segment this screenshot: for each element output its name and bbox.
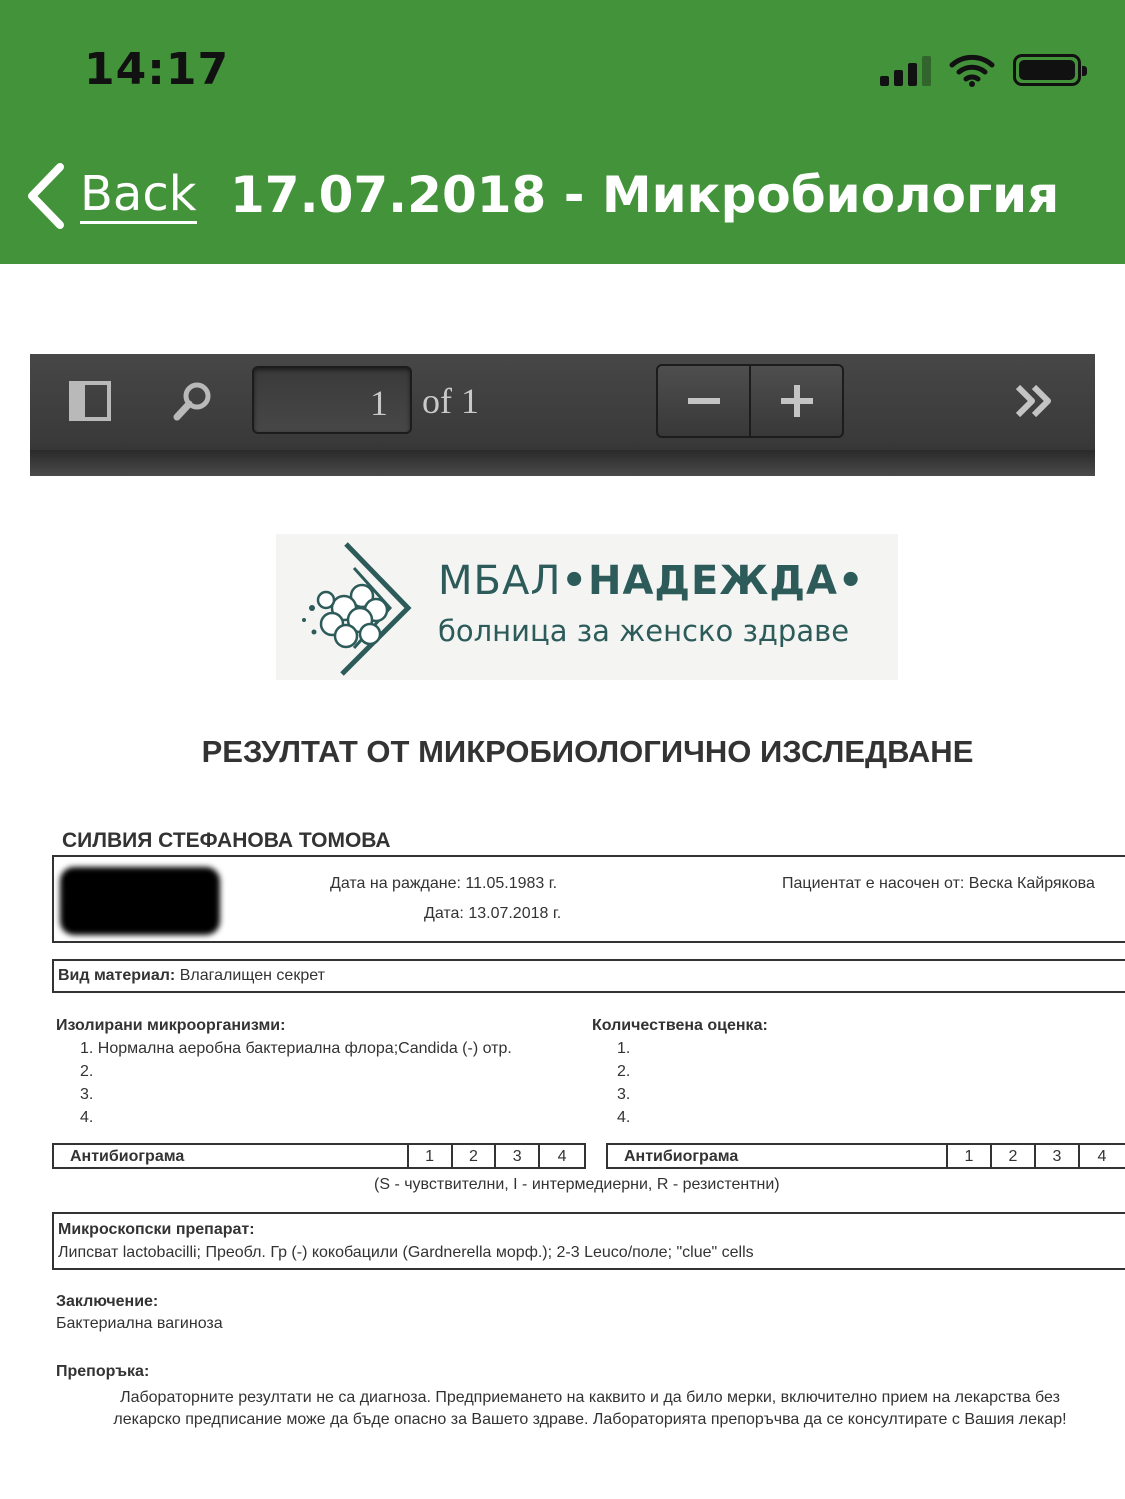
cellular-signal-icon (880, 54, 931, 86)
double-chevron-right-icon (1012, 381, 1058, 421)
material-box (52, 959, 1125, 993)
isolated-item-4: 4. (80, 1109, 94, 1126)
more-tools-button[interactable] (1010, 376, 1060, 426)
wifi-icon (949, 53, 995, 87)
quantitative-label: Количествена оценка: (592, 1017, 768, 1034)
chevron-left-icon (26, 163, 66, 229)
antibiogram-col: 4 (557, 1148, 567, 1165)
antibiogram-header: Антибиограма (54, 1145, 409, 1167)
logo-mark-icon (284, 538, 424, 678)
pdf-toolbar (30, 354, 1095, 476)
page-number-input[interactable]: 1 (252, 366, 412, 434)
page-count: of 1 (422, 381, 479, 421)
logo-name-prefix: МБАЛ (438, 558, 562, 604)
recommendation-line-1: Лабораторните резултати не са диагноза. Предприемането на каквито и да било мерки, включително прием на лекарства без (120, 1389, 1060, 1406)
sidebar-toggle-button[interactable] (66, 376, 114, 426)
quantitative-item-3: 3. (617, 1086, 631, 1103)
isolated-label: Изолирани микроорганизми: (56, 1017, 286, 1034)
page-title: 17.07.2018 - Микробиология (230, 166, 1060, 224)
quantitative-item-2: 2. (617, 1063, 631, 1080)
search-button[interactable] (168, 376, 218, 426)
quantitative-item-4: 4. (617, 1109, 631, 1126)
redaction-mark (60, 867, 220, 935)
birth-date: Дата на раждане: 11.05.1983 г. (330, 875, 558, 892)
battery-icon (1013, 54, 1081, 86)
patient-name: СИЛВИЯ СТЕФАНОВА ТОМОВА (62, 829, 391, 852)
zoom-in-button[interactable] (749, 366, 842, 436)
status-icons (880, 50, 1081, 90)
microscopy-box (52, 1212, 1125, 1270)
microscopy-value: Липсват lactobacilli; Преобл. Гр (-) кокобацили (Gardnerella морф.); 2-3 Leuco/поле; "clue" cells (58, 1244, 754, 1261)
sidebar-icon (68, 380, 112, 422)
antibiogram-col: 2 (453, 1145, 497, 1167)
patient-info-box (52, 855, 1125, 943)
logo-name-main: НАДЕЖДА (587, 558, 838, 604)
zoom-out-button[interactable] (658, 366, 749, 436)
antibiogram-col: 3 (1036, 1145, 1080, 1167)
report-title: РЕЗУЛТАТ ОТ МИКРОБИОЛОГИЧНО ИЗСЛЕДВАНЕ (201, 734, 974, 769)
back-button[interactable] (26, 160, 197, 232)
microscopy-label: Микроскопски препарат: (58, 1221, 255, 1238)
hospital-logo (276, 534, 898, 680)
antibiogram-col: 4 (1097, 1148, 1107, 1165)
antibiogram-header: Антибиограма (608, 1145, 948, 1167)
conclusion-value: Бактериална вагиноза (56, 1315, 223, 1332)
minus-icon (686, 383, 722, 419)
pdf-page (0, 476, 1125, 1499)
recommendation-line-2: лекарско предписание може да бъде опасно за Вашето здраве. Лабораторията препоръчва да се консултирате с Вашия лекар! (113, 1411, 1067, 1428)
isolated-item-3: 3. (80, 1086, 94, 1103)
navigation-header (0, 0, 1125, 264)
logo-subtitle: болница за женско здраве (438, 614, 850, 648)
conclusion-label: Заключение: (56, 1293, 159, 1310)
material-label: Вид материал: (58, 967, 176, 984)
recommendation-label: Препоръка: (56, 1363, 150, 1380)
antibiogram-table-left (52, 1143, 586, 1169)
search-icon (171, 379, 215, 423)
antibiogram-col: 3 (496, 1145, 540, 1167)
zoom-controls (656, 364, 844, 438)
report-date: Дата: 13.07.2018 г. (424, 905, 562, 922)
antibiogram-col: 1 (948, 1145, 992, 1167)
isolated-item-1: 1. Нормална аеробна бактериална флора;Candida (-) отр. (80, 1040, 512, 1057)
toolbar-shadow (30, 450, 1095, 476)
antibiogram-table-right (606, 1143, 1125, 1169)
status-time: 14:17 (84, 44, 230, 95)
isolated-item-2: 2. (80, 1063, 94, 1080)
logo-name: МБАЛ•НАДЕЖДА• (438, 558, 865, 604)
antibiogram-col: 2 (992, 1145, 1036, 1167)
back-label: Back (80, 165, 197, 222)
antibiogram-col: 1 (409, 1145, 453, 1167)
antibiogram-legend: (S - чувствителни, I - интермедиерни, R - резистентни) (374, 1176, 780, 1193)
quantitative-item-1: 1. (617, 1040, 631, 1057)
referred-by: Пациентат е насочен от: Веска Кайрякова (782, 875, 1095, 892)
plus-icon (779, 383, 815, 419)
material-value: Влагалищен секрет (179, 967, 325, 984)
